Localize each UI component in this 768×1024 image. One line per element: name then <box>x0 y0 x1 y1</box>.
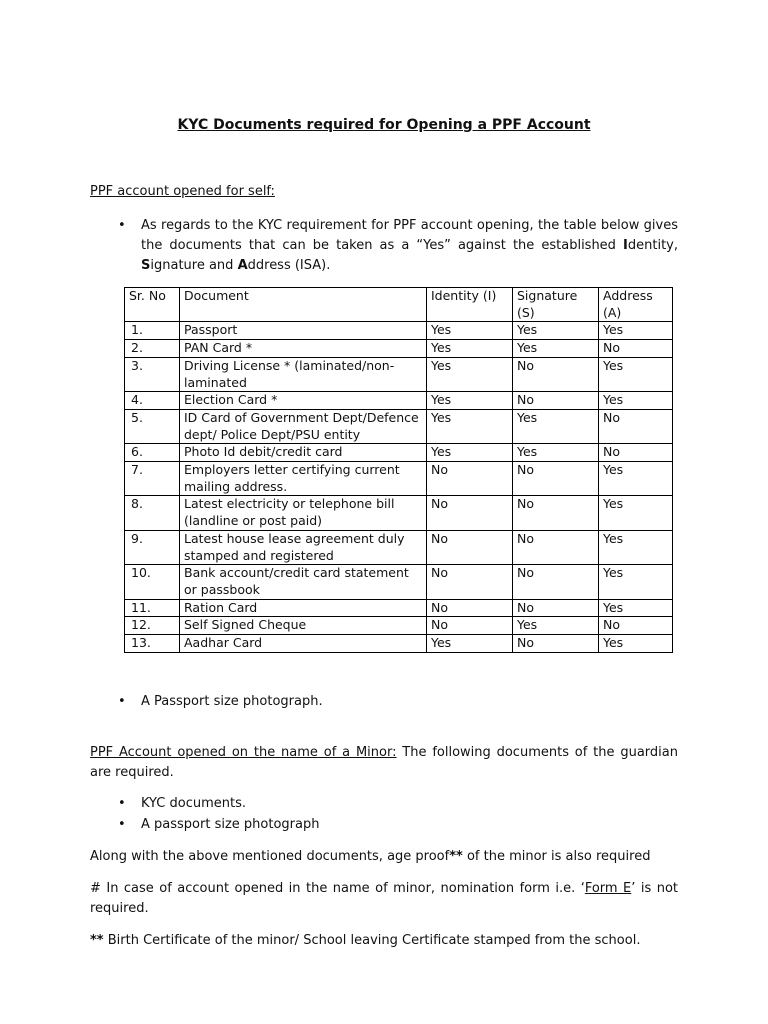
nomination-text: # In case of account opened in the name of minor, nomination form i.e. ‘ <box>90 881 585 896</box>
page-title <box>0 117 768 133</box>
table-row <box>125 357 673 391</box>
photo-bullet-text: A Passport size photograph. <box>141 694 323 709</box>
self-section-heading: PPF account opened for self: <box>90 184 275 199</box>
header-document: Document <box>180 288 427 322</box>
cell-document: Employers letter certifying current mailing address. <box>180 462 427 496</box>
table-row <box>125 392 673 410</box>
cell-sr-no: 13. <box>125 635 180 653</box>
cell-identity: Yes <box>427 409 513 443</box>
cell-identity: Yes <box>427 357 513 391</box>
table-row <box>125 530 673 564</box>
age-proof-paragraph <box>90 847 678 867</box>
cell-address: Yes <box>599 599 673 617</box>
cell-sr-no: 5. <box>125 409 180 443</box>
cell-signature: Yes <box>513 340 599 358</box>
cell-address: Yes <box>599 462 673 496</box>
intro-bold-i: I <box>623 238 628 253</box>
cell-sr-no: 3. <box>125 357 180 391</box>
cell-sr-no: 9. <box>125 530 180 564</box>
cell-address: Yes <box>599 530 673 564</box>
cell-document: Ration Card <box>180 599 427 617</box>
cell-sr-no: 8. <box>125 496 180 530</box>
cell-sr-no: 1. <box>125 322 180 340</box>
intro-text-4: ddress (ISA). <box>247 258 331 273</box>
header-identity: Identity (I) <box>427 288 513 322</box>
cell-sr-no: 2. <box>125 340 180 358</box>
cell-identity: Yes <box>427 392 513 410</box>
cell-address: No <box>599 409 673 443</box>
header-signature: Signature (S) <box>513 288 599 322</box>
nomination-paragraph <box>90 879 678 919</box>
cell-document: Latest house lease agreement duly stamped and registered <box>180 530 427 564</box>
cell-document: Election Card * <box>180 392 427 410</box>
cell-signature: Yes <box>513 322 599 340</box>
minor-section-tail: The following documents of the guardian are required. <box>90 745 678 780</box>
cell-signature: No <box>513 496 599 530</box>
table-row <box>125 462 673 496</box>
cell-signature: No <box>513 565 599 599</box>
cell-document: Photo Id debit/credit card <box>180 444 427 462</box>
cell-address: No <box>599 340 673 358</box>
header-address: Address (A) <box>599 288 673 322</box>
table-header-row <box>125 288 673 322</box>
cell-sr-no: 6. <box>125 444 180 462</box>
cell-document: PAN Card * <box>180 340 427 358</box>
cell-document: Latest electricity or telephone bill (landline or post paid) <box>180 496 427 530</box>
cell-address: Yes <box>599 357 673 391</box>
cell-signature: No <box>513 599 599 617</box>
intro-bold-s: S <box>141 258 151 273</box>
table-row <box>125 635 673 653</box>
nomination-tail: ’ is not required. <box>90 881 679 916</box>
cell-document: ID Card of Government Dept/Defence dept/ Police Dept/PSU entity <box>180 409 427 443</box>
cell-document: Self Signed Cheque <box>180 617 427 635</box>
form-e-link[interactable]: Form E <box>584 881 632 896</box>
table-row <box>125 599 673 617</box>
cell-address: Yes <box>599 392 673 410</box>
cell-address: Yes <box>599 322 673 340</box>
cell-identity: No <box>427 565 513 599</box>
cell-identity: No <box>427 617 513 635</box>
age-proof-stars: ** <box>449 849 463 864</box>
minor-section-heading: PPF Account opened on the name of a Minor: <box>90 745 397 760</box>
cell-sr-no: 11. <box>125 599 180 617</box>
age-proof-text: Along with the above mentioned documents, age proof <box>90 849 450 864</box>
cell-address: Yes <box>599 565 673 599</box>
header-sr-no: Sr. No <box>125 288 180 322</box>
cell-identity: Yes <box>427 322 513 340</box>
cell-document: Bank account/credit card statement or passbook <box>180 565 427 599</box>
bullet-marker: • <box>118 817 126 832</box>
table-row <box>125 444 673 462</box>
table-row <box>125 617 673 635</box>
cell-document: Passport <box>180 322 427 340</box>
cell-identity: No <box>427 530 513 564</box>
intro-text-3: ignature and <box>150 258 238 273</box>
table-body <box>125 322 673 652</box>
cell-signature: Yes <box>513 617 599 635</box>
minor-bullet-kyc: KYC documents. <box>141 796 246 811</box>
minor-bullet-photo: A passport size photograph <box>141 817 320 832</box>
cell-address: Yes <box>599 496 673 530</box>
table-row <box>125 496 673 530</box>
cell-sr-no: 7. <box>125 462 180 496</box>
cell-identity: No <box>427 496 513 530</box>
table-row <box>125 565 673 599</box>
cell-signature: No <box>513 530 599 564</box>
cell-signature: No <box>513 635 599 653</box>
cell-sr-no: 10. <box>125 565 180 599</box>
bullet-marker: • <box>118 796 126 811</box>
cell-address: No <box>599 617 673 635</box>
footnote-text: Birth Certificate of the minor/ School leaving Certificate stamped from the school. <box>103 933 641 948</box>
page-title-text: KYC Documents required for Opening a PPF Account <box>177 117 591 133</box>
table-row <box>125 322 673 340</box>
cell-signature: Yes <box>513 409 599 443</box>
cell-identity: Yes <box>427 444 513 462</box>
footnote-stars: ** <box>90 933 104 948</box>
cell-address: No <box>599 444 673 462</box>
intro-text-2: dentity, <box>627 238 678 253</box>
kyc-documents-table <box>124 287 673 653</box>
cell-document: Aadhar Card <box>180 635 427 653</box>
cell-address: Yes <box>599 635 673 653</box>
cell-identity: No <box>427 462 513 496</box>
cell-sr-no: 4. <box>125 392 180 410</box>
cell-identity: Yes <box>427 635 513 653</box>
cell-identity: No <box>427 599 513 617</box>
minor-section-paragraph <box>90 743 678 783</box>
self-section-intro <box>141 216 678 276</box>
bullet-marker: • <box>118 694 126 709</box>
cell-signature: No <box>513 357 599 391</box>
table-row <box>125 340 673 358</box>
cell-document: Driving License * (laminated/non-laminated <box>180 357 427 391</box>
cell-sr-no: 12. <box>125 617 180 635</box>
cell-signature: No <box>513 462 599 496</box>
cell-signature: Yes <box>513 444 599 462</box>
intro-text-1: As regards to the KYC requirement for PPF account opening, the table below gives the documents that can be taken as a “Yes” against the established <box>141 218 678 253</box>
table-row <box>125 409 673 443</box>
cell-signature: No <box>513 392 599 410</box>
cell-identity: Yes <box>427 340 513 358</box>
footnote-paragraph <box>90 931 678 951</box>
age-proof-tail: of the minor is also required <box>462 849 651 864</box>
intro-bold-a: A <box>237 258 248 273</box>
bullet-marker: • <box>118 218 126 233</box>
